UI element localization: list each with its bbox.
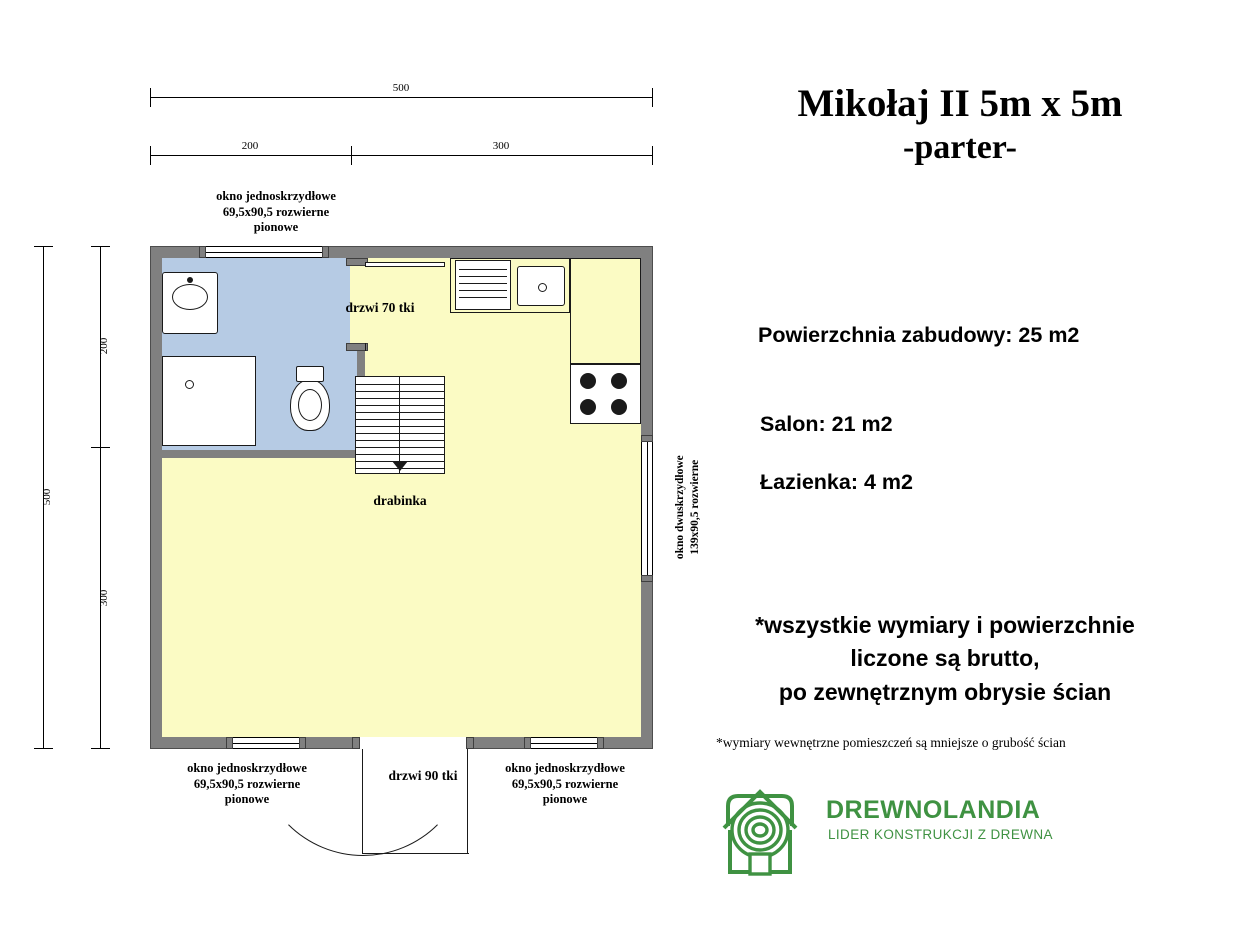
ladder-direction-arrow — [399, 376, 400, 474]
window-right — [641, 441, 653, 576]
window-bottom-left-jamb-r — [299, 737, 306, 749]
label-window-bottom-left — [152, 761, 342, 808]
window-bottom-right-jamb-r — [597, 737, 604, 749]
label-window-bottom-right-line3: pionowe — [542, 792, 588, 807]
ladder-arrow-head — [392, 461, 408, 471]
label-window-bottom-left-line3: pionowe — [224, 792, 270, 807]
shower-drain — [185, 380, 194, 389]
sink-bowl — [172, 284, 208, 310]
label-window-bottom-right-line2: 69,5x90,5 rozwierne — [511, 776, 619, 791]
toilet-seat — [298, 389, 322, 421]
entrance-door-opening — [360, 737, 466, 749]
label-window-bottom-right-line1: okno jednoskrzydłowe — [505, 761, 625, 775]
hob-burner — [580, 373, 596, 389]
stat-living-room: Salon: 21 m2 — [760, 412, 893, 436]
kitchen-hob — [570, 364, 641, 424]
label-window-right-line2: 139x90,5 rozwierne — [688, 459, 701, 555]
window-right-jamb-top — [641, 435, 653, 442]
window-top-jamb-left — [199, 246, 206, 258]
interior-door-jamb-line — [365, 343, 366, 351]
note-gross-line1: *wszystkie wymiary i powierzchnie — [755, 612, 1135, 638]
label-window-top — [180, 189, 372, 236]
window-top-jamb-right — [322, 246, 329, 258]
window-bottom-right-jamb-l — [524, 737, 531, 749]
logo-name: DREWNOLANDIA — [826, 796, 1041, 824]
note-gross-line3: po zewnętrznym obrysie ścian — [778, 678, 1112, 705]
entrance-door-jamb-right — [466, 737, 474, 749]
label-window-right — [660, 430, 701, 590]
label-door-90: drzwi 90 tki — [388, 768, 458, 783]
ladder — [355, 376, 445, 474]
dim-top-left-label: 200 — [241, 140, 259, 152]
logo-tagline: LIDER KONSTRUKCJI Z DREWNA — [828, 827, 1053, 842]
note-gross-line2: liczone są brutto, — [850, 645, 1040, 672]
window-bottom-left — [232, 737, 300, 749]
stat-building-area: Powierzchnia zabudowy: 25 m2 — [758, 323, 1080, 347]
info-panel — [690, 80, 1230, 167]
label-window-right-line1: okno dwuskrzydłowe — [673, 455, 686, 560]
label-window-bottom-left-line1: okno jednoskrzydłowe — [187, 761, 307, 775]
label-ladder: drabinka — [373, 493, 427, 508]
dim-left-top-label: 200 — [98, 337, 110, 355]
dim-top-total-label: 500 — [392, 82, 410, 94]
stat-bathroom: Łazienka: 4 m2 — [760, 470, 913, 494]
label-window-bottom-right — [470, 761, 660, 808]
note-gross-dimensions — [710, 609, 1180, 709]
floor-plan-drawing — [150, 246, 653, 749]
entrance-door-jamb-left — [352, 737, 360, 749]
label-window-top-line1: okno jednoskrzydłowe — [216, 189, 336, 203]
page-title: Mikołaj II 5m x 5m — [797, 82, 1123, 125]
window-right-jamb-bottom — [641, 575, 653, 582]
hob-burner — [611, 373, 627, 389]
label-door-70: drzwi 70 tki — [345, 300, 415, 315]
tree-rings-house-icon — [720, 786, 816, 882]
toilet-cistern — [296, 366, 324, 382]
dim-left-total-label: 500 — [41, 488, 53, 506]
kitchen-counter-right — [570, 258, 641, 364]
page-subtitle: -parter- — [903, 128, 1017, 166]
note-interior-dimensions: *wymiary wewnętrzne pomieszczeń są mniejsze o grubość ścian — [716, 735, 1066, 750]
window-top — [205, 246, 323, 258]
hob-burner — [580, 399, 596, 415]
dim-left-bottom-label: 300 — [98, 589, 110, 607]
hob-burner — [611, 399, 627, 415]
kitchen-sink-drain — [538, 283, 547, 292]
window-bottom-right — [530, 737, 598, 749]
label-window-top-line2: 69,5x90,5 rozwierne — [222, 204, 330, 219]
label-window-top-line3: pionowe — [253, 220, 299, 235]
window-bottom-left-jamb-l — [226, 737, 233, 749]
sink-tap — [187, 277, 193, 283]
label-window-bottom-left-line2: 69,5x90,5 rozwierne — [193, 776, 301, 791]
brand-logo[interactable] — [720, 786, 1060, 886]
dim-top-right-label: 300 — [492, 140, 510, 152]
